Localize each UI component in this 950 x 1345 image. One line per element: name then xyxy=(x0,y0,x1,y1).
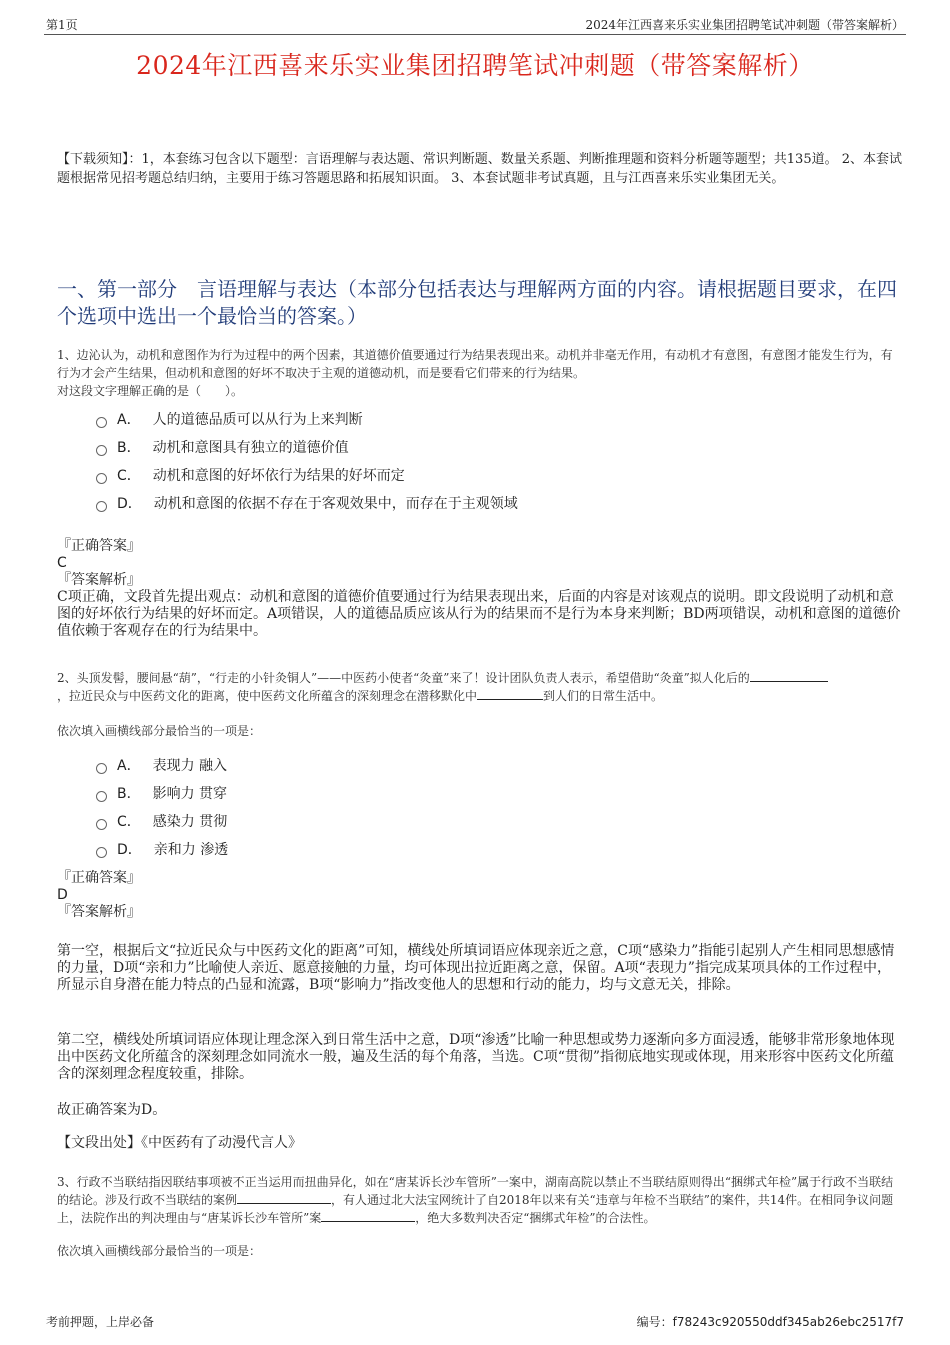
question-3-text xyxy=(57,1173,902,1227)
radio-icon[interactable] xyxy=(96,417,107,428)
blank-line xyxy=(321,1209,415,1222)
question-2-options xyxy=(96,751,228,863)
page-header xyxy=(44,14,906,35)
question-2-prompt: 依次填入画横线部分最恰当的一项是： xyxy=(57,724,262,738)
question-1-answer: C xyxy=(57,555,67,571)
question-3-stem-a: 3、行政不当联结指因联结事项被不正当运用而扭曲异化，如在“唐某诉长沙车管所”一案中，湖南高院以禁止不当联结原则得出“捆绑式年检”属于行政不当联结的结论。涉及行政不当联结的案例 xyxy=(57,1175,894,1207)
question-2-stem-a: 2、头顶发髻，腰间悬“葫”，“行走的小针灸铜人”——中医药小使者“灸童”来了！设计团队负责人表示，希望借助“灸童”拟人化后的 xyxy=(57,671,750,685)
footer-code: 编号：f78243c920550ddf345ab26ebc2517f7 xyxy=(636,1315,904,1329)
correct-answer-label: 『正确答案』 xyxy=(57,538,141,554)
question-1-options xyxy=(96,405,518,517)
blank-line xyxy=(750,669,828,682)
blank-line xyxy=(477,687,543,700)
section-heading: 一、第一部分 言语理解与表达（本部分包括表达与理解两方面的内容。请根据题目要求，在四个选项中选出一个最恰当的答案。） xyxy=(57,277,897,328)
question-2-analysis-1: 第一空，根据后文“拉近民众与中医药文化的距离”可知，横线处所填词语应体现亲近之意，C项“感染力”指能引起别人产生相同思想感情的力量，D项“亲和力”比喻使人亲近、愿意接触的力量，均可体现出拉近距离之意，保留。A项“表现力”指完成某项具体的工作过程中，所显示自身潜在能力特点的凸显和流露，B项“影响力”指改变他人的思想和行动的能力，均与文意无关，排除。 xyxy=(57,943,895,993)
question-2-text xyxy=(57,669,902,705)
question-3-stem-b: ，有人通过北大法宝网统计了自2018年以来有关“违章与年检不当联结”的案件，共14件。在相同争议问题上，法院作出的判决理由与“唐某诉长沙车管所”案 xyxy=(57,1193,894,1225)
analysis-label: 『答案解析』 xyxy=(57,572,141,588)
question-2-stem-b: ，拉近民众与中医药文化的距离，使中医药文化所蕴含的深刻理念在潜移默化中 xyxy=(57,689,478,703)
question-2-option-d[interactable]: D． 亲和力 渗透 xyxy=(96,835,228,863)
question-2-conclusion: 故正确答案为D。 xyxy=(57,1102,167,1118)
question-2-option-c[interactable]: C． 感染力 贯彻 xyxy=(96,807,228,835)
question-2-analysis-2: 第二空，横线处所填词语应体现让理念深入到日常生活中之意，D项“渗透”比喻一种思想或势力逐渐向多方面浸透，能够非常形象地体现出中医药文化所蕴含的深刻理念如同流水一般，遍及生活的每个角落，当选。C项“贯彻”指彻底地实现或体现，用来形容中医药文化所蕴含的深刻理念程度较重，排除。 xyxy=(57,1032,895,1082)
question-1-option-c[interactable]: C． 动机和意图的好坏依行为结果的好坏而定 xyxy=(96,461,518,489)
footer-slogan: 考前押题，上岸必备 xyxy=(46,1315,155,1329)
question-3-prompt: 依次填入画横线部分最恰当的一项是： xyxy=(57,1244,262,1258)
question-2-answer-block xyxy=(57,870,902,921)
question-1-option-b[interactable]: B． 动机和意图具有独立的道德价值 xyxy=(96,433,518,461)
radio-icon[interactable] xyxy=(96,847,107,858)
blank-line xyxy=(237,1191,331,1204)
document-title: 2024年江西喜来乐实业集团招聘笔试冲刺题（带答案解析） xyxy=(136,51,814,80)
correct-answer-label: 『正确答案』 xyxy=(57,870,141,886)
question-1-option-d[interactable]: D． 动机和意图的依据不存在于客观效果中，而存在于主观领域 xyxy=(96,489,518,517)
question-2-option-b[interactable]: B． 影响力 贯穿 xyxy=(96,779,228,807)
download-notice: 【下载须知】：1，本套练习包含以下题型：言语理解与表达题、常识判断题、数量关系题、判断推理题和资料分析题等题型；共135道。 2、本套试题根据常见招考题总结归纳，主要用于练习答题思路和拓展知识面。 3、本套试题非考试真题，且与江西喜来乐实业集团无关。 xyxy=(57,152,902,186)
question-2-option-a[interactable]: A． 表现力 融入 xyxy=(96,751,228,779)
question-1-option-a[interactable]: A． 人的道德品质可以从行为上来判断 xyxy=(96,405,518,433)
question-2-stem-c: 到人们的日常生活中。 xyxy=(543,689,664,703)
question-1-prompt: 对这段文字理解正确的是（ ）。 xyxy=(57,384,244,398)
question-3-stem-c: ，绝大多数判决否定“捆绑式年检”的合法性。 xyxy=(415,1211,656,1225)
radio-icon[interactable] xyxy=(96,501,107,512)
question-1-text xyxy=(57,346,902,400)
question-1-stem: 1、边沁认为，动机和意图作为行为过程中的两个因素，其道德价值要通过行为结果表现出来。动机并非毫无作用，有动机才有意图，有意图才能发生行为，有行为才会产生结果，但动机和意图的好坏不取决于主观的道德动机，而是要看它们带来的行为结果。 xyxy=(57,348,893,380)
page-number: 第1页 xyxy=(46,18,78,32)
analysis-label: 『答案解析』 xyxy=(57,904,141,920)
radio-icon[interactable] xyxy=(96,763,107,774)
radio-icon[interactable] xyxy=(96,473,107,484)
question-2-source: 【文段出处】《中医药有了动漫代言人》 xyxy=(57,1135,302,1151)
question-1-answer-block xyxy=(57,538,902,640)
header-doc-title: 2024年江西喜来乐实业集团招聘笔试冲刺题（带答案解析） xyxy=(585,18,904,32)
radio-icon[interactable] xyxy=(96,445,107,456)
question-2-answer: D xyxy=(57,887,68,903)
radio-icon[interactable] xyxy=(96,791,107,802)
question-1-analysis: C项正确，文段首先提出观点：动机和意图的道德价值要通过行为结果表现出来，后面的内容是对该观点的说明。即文段说明了动机和意图的好坏依行为结果的好坏而定。A项错误，人的道德品质应该从行为的结果而不是行为本身来判断；BD两项错误，动机和意图的道德价值依赖于客观存在的行为结果中。 xyxy=(57,589,901,639)
radio-icon[interactable] xyxy=(96,819,107,830)
